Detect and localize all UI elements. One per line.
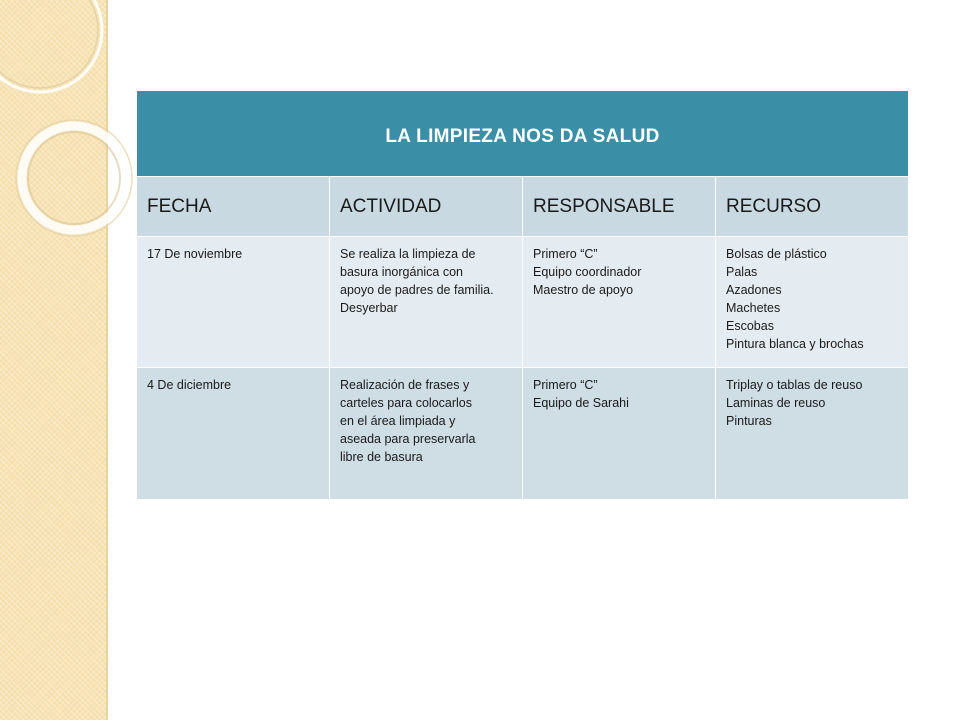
cell-line: Realización de frases y	[340, 378, 470, 392]
cell-line: Pinturas	[726, 414, 772, 428]
cell-responsable	[523, 368, 716, 500]
header-recurso: RECURSO	[716, 177, 909, 237]
cell-line: Desyerbar	[340, 301, 398, 315]
cell-line: Primero “C”	[533, 247, 598, 261]
cell-line: Equipo coordinador	[533, 265, 642, 279]
cell-line: Equipo de Sarahi	[533, 396, 629, 410]
cell-line: carteles para colocarlos	[340, 396, 473, 410]
cell-line: Triplay o tablas de reuso	[726, 378, 863, 392]
header-responsable: RESPONSABLE	[523, 177, 716, 237]
table-row	[137, 368, 909, 500]
header-fecha: FECHA	[137, 177, 330, 237]
cell-line: Bolsas de plástico	[726, 247, 827, 261]
cleanup-plan-table	[136, 90, 908, 500]
cell-line: Maestro de apoyo	[533, 283, 634, 297]
cell-line: aseada para preservarla	[340, 432, 476, 446]
cell-fecha	[137, 237, 330, 368]
cell-fecha	[137, 368, 330, 500]
cell-line: Machetes	[726, 301, 781, 315]
cell-line: Pintura blanca y brochas	[726, 337, 864, 351]
table-title: LA LIMPIEZA NOS DA SALUD	[137, 91, 909, 177]
cell-recurso	[716, 368, 909, 500]
cell-line: Se realiza la limpieza de	[340, 247, 476, 261]
cell-line: libre de basura	[340, 450, 423, 464]
cell-actividad	[330, 237, 523, 368]
header-actividad: ACTIVIDAD	[330, 177, 523, 237]
cell-line: Escobas	[726, 319, 774, 333]
cell-responsable	[523, 237, 716, 368]
cell-recurso	[716, 237, 909, 368]
cell-line: Azadones	[726, 283, 782, 297]
cell-line: apoyo de padres de familia.	[340, 283, 494, 297]
cell-line: Laminas de reuso	[726, 396, 826, 410]
cell-line: 17 De noviembre	[147, 247, 243, 261]
cell-line: 4 De diciembre	[147, 378, 232, 392]
cell-line: Primero “C”	[533, 378, 598, 392]
table-row	[137, 237, 909, 368]
cell-actividad	[330, 368, 523, 500]
cell-line: basura inorgánica con	[340, 265, 463, 279]
cell-line: Palas	[726, 265, 758, 279]
cell-line: en el área limpiada y	[340, 414, 456, 428]
decorative-circles	[0, 0, 140, 260]
